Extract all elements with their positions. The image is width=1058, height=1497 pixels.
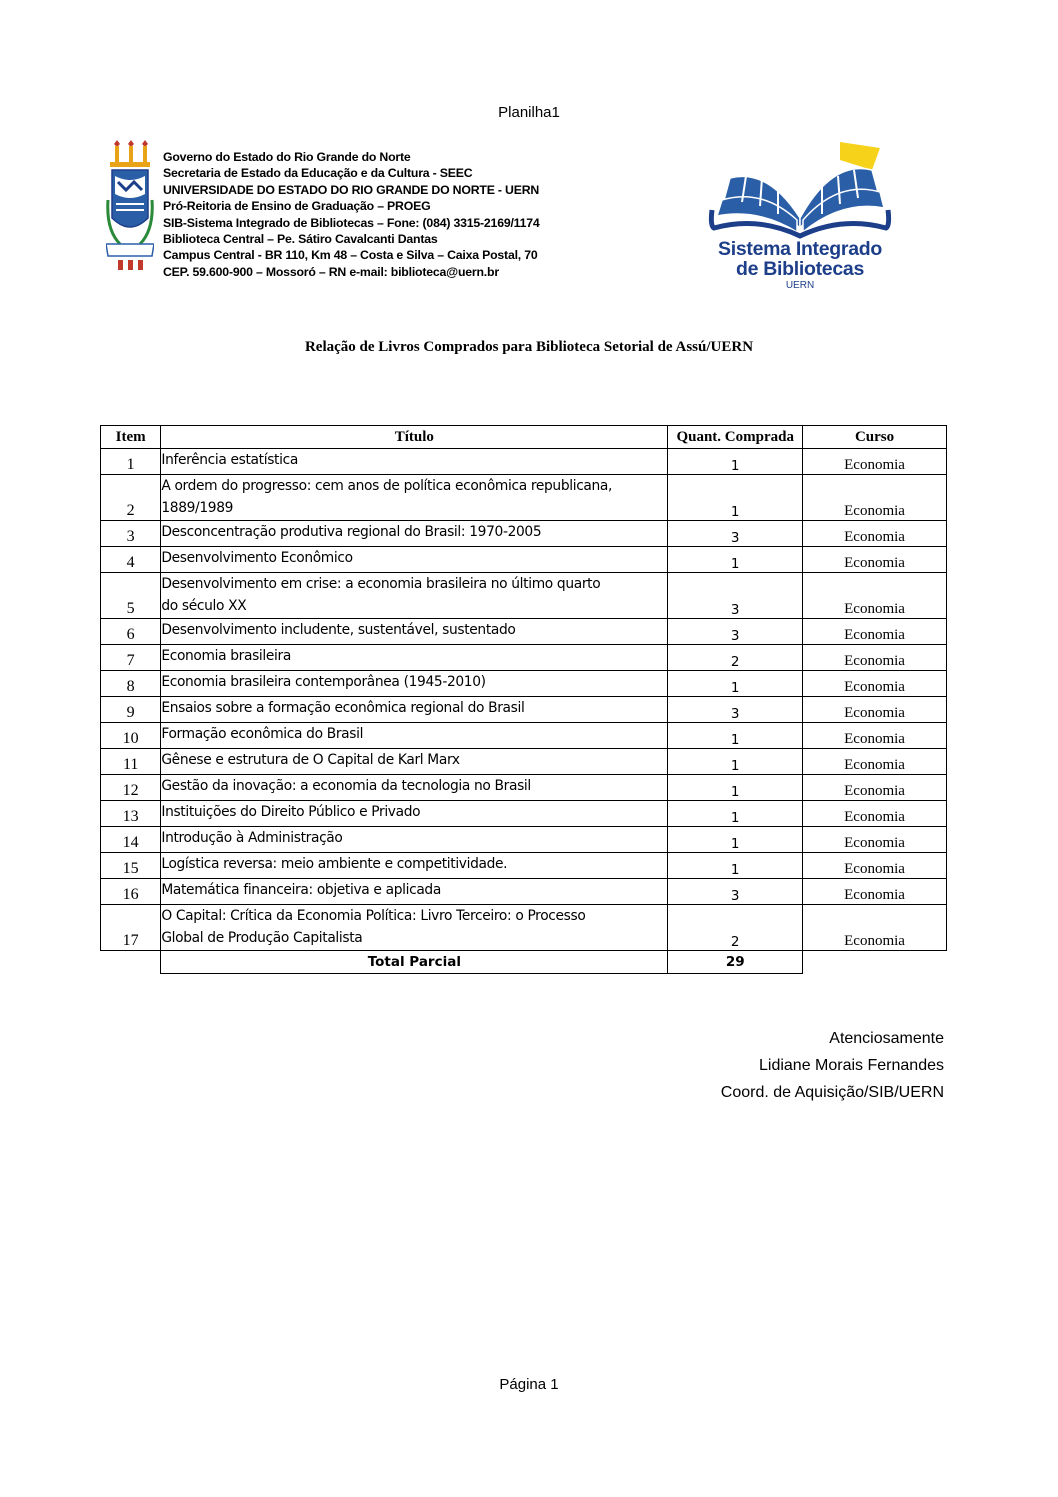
quantity: 3 xyxy=(668,521,803,547)
table-row xyxy=(101,449,947,475)
book-title-line: O Capital: Crítica da Economia Política: Livro Terceiro: o Processo xyxy=(161,908,586,924)
table-row xyxy=(101,801,947,827)
book-title-line: Logística reversa: meio ambiente e competitividade. xyxy=(161,856,508,872)
course: Economia xyxy=(803,697,947,723)
quantity: 1 xyxy=(668,671,803,697)
book-title xyxy=(161,573,668,619)
column-header-item: Item xyxy=(101,426,161,449)
column-header-curso: Curso xyxy=(803,426,947,449)
quantity: 2 xyxy=(668,645,803,671)
table-row xyxy=(101,775,947,801)
course: Economia xyxy=(803,645,947,671)
table-row xyxy=(101,697,947,723)
book-title-line: Introdução à Administração xyxy=(161,830,343,846)
quantity: 1 xyxy=(668,475,803,521)
state-crest-icon xyxy=(106,140,154,274)
header-line: Pró-Reitoria de Ensino de Graduação – PROEG xyxy=(163,199,431,214)
header-line: UNIVERSIDADE DO ESTADO DO RIO GRANDE DO NORTE - UERN xyxy=(163,182,540,197)
empty-cell xyxy=(803,951,947,974)
book-title xyxy=(161,449,668,475)
book-title-line: Global de Produção Capitalista xyxy=(161,930,363,946)
signature-name: Lidiane Morais Fernandes xyxy=(759,1057,944,1074)
table-row xyxy=(101,521,947,547)
total-row xyxy=(101,951,947,974)
book-title-line: Desconcentração produtiva regional do Brasil: 1970-2005 xyxy=(161,524,542,540)
header-line: Governo do Estado do Rio Grande do Norte xyxy=(163,150,411,164)
course: Economia xyxy=(803,879,947,905)
book-title xyxy=(161,547,668,573)
empty-cell xyxy=(101,951,161,974)
book-title-line: Desenvolvimento Econômico xyxy=(161,550,353,566)
sib-logo-line1: Sistema Integrado xyxy=(718,238,882,260)
book-title-line: 1889/1989 xyxy=(161,500,234,516)
signature-role: Coord. de Aquisição/SIB/UERN xyxy=(720,1084,944,1101)
total-label: Total Parcial xyxy=(161,951,668,974)
item-number: 8 xyxy=(101,671,161,697)
book-title-line: Matemática financeira: objetiva e aplicada xyxy=(161,882,441,898)
course: Economia xyxy=(803,775,947,801)
book-title-line: Economia brasileira contemporânea (1945-2010) xyxy=(161,674,486,690)
quantity: 1 xyxy=(668,723,803,749)
book-title-line: Ensaios sobre a formação econômica regional do Brasil xyxy=(161,700,525,716)
sib-logo-line2: de Bibliotecas xyxy=(735,258,864,280)
item-number: 13 xyxy=(101,801,161,827)
header-line: Secretaria de Estado da Educação e da Cultura - SEEC xyxy=(163,166,473,181)
header-line: CEP. 59.600-900 – Mossoró – RN e-mail: biblioteca@uern.br xyxy=(163,264,499,279)
institution-header xyxy=(163,149,540,280)
page-number: Página 1 xyxy=(499,1376,559,1393)
item-number: 12 xyxy=(101,775,161,801)
item-number: 3 xyxy=(101,521,161,547)
item-number: 5 xyxy=(101,573,161,619)
item-number: 2 xyxy=(101,475,161,521)
course: Economia xyxy=(803,853,947,879)
item-number: 6 xyxy=(101,619,161,645)
book-title-line: Economia brasileira xyxy=(161,648,291,664)
table-row xyxy=(101,671,947,697)
table-row xyxy=(101,573,947,619)
course: Economia xyxy=(803,573,947,619)
course: Economia xyxy=(803,905,947,951)
book-title-line: Gênese e estrutura de O Capital de Karl Marx xyxy=(161,752,460,768)
book-title-line: Desenvolvimento includente, sustentável, sustentado xyxy=(161,622,516,638)
book-title xyxy=(161,619,668,645)
book-title xyxy=(161,749,668,775)
course: Economia xyxy=(803,671,947,697)
quantity: 1 xyxy=(668,853,803,879)
quantity: 1 xyxy=(668,449,803,475)
table-row xyxy=(101,749,947,775)
quantity: 1 xyxy=(668,775,803,801)
header-line: SIB-Sistema Integrado de Bibliotecas – Fone: (084) 3315-2169/1174 xyxy=(163,215,540,230)
book-title xyxy=(161,521,668,547)
total-value: 29 xyxy=(668,951,803,974)
column-header-quant: Quant. Comprada xyxy=(668,426,803,449)
table-body xyxy=(101,449,947,951)
item-number: 4 xyxy=(101,547,161,573)
item-number: 10 xyxy=(101,723,161,749)
book-title xyxy=(161,801,668,827)
table-row xyxy=(101,547,947,573)
books-table xyxy=(100,425,947,974)
item-number: 11 xyxy=(101,749,161,775)
quantity: 1 xyxy=(668,827,803,853)
item-number: 14 xyxy=(101,827,161,853)
sheet-title: Planilha1 xyxy=(498,104,560,121)
item-number: 9 xyxy=(101,697,161,723)
quantity: 2 xyxy=(668,905,803,951)
course: Economia xyxy=(803,475,947,521)
table-row xyxy=(101,905,947,951)
course: Economia xyxy=(803,521,947,547)
book-title xyxy=(161,879,668,905)
item-number: 17 xyxy=(101,905,161,951)
quantity: 1 xyxy=(668,547,803,573)
table-row xyxy=(101,475,947,521)
book-title xyxy=(161,905,668,951)
quantity: 3 xyxy=(668,697,803,723)
course: Economia xyxy=(803,723,947,749)
table-row xyxy=(101,645,947,671)
book-title xyxy=(161,723,668,749)
signature-closing: Atenciosamente xyxy=(829,1030,944,1047)
book-title-line: Desenvolvimento em crise: a economia brasileira no último quarto xyxy=(161,576,601,592)
book-title-line: A ordem do progresso: cem anos de política econômica republicana, xyxy=(161,478,613,494)
table-row xyxy=(101,723,947,749)
header-line: Campus Central - BR 110, Km 48 – Costa e Silva – Caixa Postal, 70 xyxy=(163,248,538,263)
book-title xyxy=(161,853,668,879)
item-number: 15 xyxy=(101,853,161,879)
table-row xyxy=(101,879,947,905)
book-title xyxy=(161,697,668,723)
book-title-line: Instituições do Direito Público e Privado xyxy=(161,804,421,820)
signature-block xyxy=(721,1025,944,1106)
table-row xyxy=(101,619,947,645)
table-row xyxy=(101,853,947,879)
quantity: 1 xyxy=(668,749,803,775)
book-title-line: Gestão da inovação: a economia da tecnologia no Brasil xyxy=(161,778,531,794)
book-title-line: Inferência estatística xyxy=(161,452,298,468)
course: Economia xyxy=(803,801,947,827)
course: Economia xyxy=(803,449,947,475)
sib-logo-line3: UERN xyxy=(785,280,815,291)
header-line: Biblioteca Central – Pe. Sátiro Cavalcanti Dantas xyxy=(163,232,438,247)
document-title: Relação de Livros Comprados para Biblioteca Setorial de Assú/UERN xyxy=(304,339,754,355)
item-number: 16 xyxy=(101,879,161,905)
book-title xyxy=(161,475,668,521)
book-title xyxy=(161,775,668,801)
column-header-titulo: Título xyxy=(161,426,668,449)
item-number: 7 xyxy=(101,645,161,671)
book-title xyxy=(161,645,668,671)
book-title-line: Formação econômica do Brasil xyxy=(161,726,364,742)
course: Economia xyxy=(803,827,947,853)
course: Economia xyxy=(803,749,947,775)
course: Economia xyxy=(803,547,947,573)
quantity: 3 xyxy=(668,879,803,905)
course: Economia xyxy=(803,619,947,645)
quantity: 1 xyxy=(668,801,803,827)
book-title-line: do século XX xyxy=(161,598,247,614)
book-title xyxy=(161,827,668,853)
table-row xyxy=(101,827,947,853)
quantity: 3 xyxy=(668,619,803,645)
quantity: 3 xyxy=(668,573,803,619)
item-number: 1 xyxy=(101,449,161,475)
book-title xyxy=(161,671,668,697)
table-header-row xyxy=(101,426,947,449)
